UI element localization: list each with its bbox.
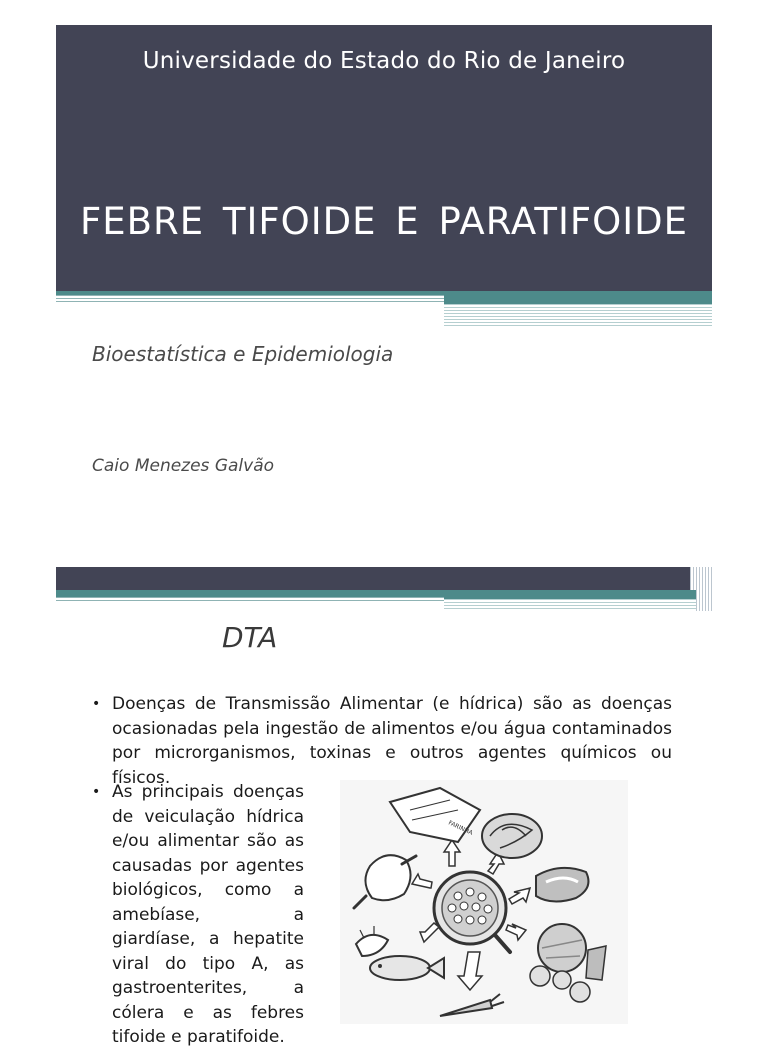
lettuce-icon: [482, 814, 542, 858]
slide1-decor-stripes-right: [444, 304, 712, 326]
slide2-decor-stripes-right: [444, 599, 696, 611]
bullet-dta-definition: [92, 692, 672, 790]
bullet-dot-icon: •: [92, 784, 101, 800]
food-contamination-illustration: [340, 780, 628, 1024]
bullet-main-diseases: [92, 780, 304, 1050]
bullet-main-diseases-text: As principais doenças de veiculação hídrica e/ou alimentar são as causadas por agentes biológicos, como a amebíase, a giardíase, a hepatite viral do tipo A, as gastroenterites, a cólera e as febres tifoide e paratifoide.: [112, 782, 304, 1047]
slide2-title: DTA: [222, 621, 278, 654]
bullet-dta-definition-text: Doenças de Transmissão Alimentar (e hídrica) são as doenças ocasionadas pela ingestão de alimentos e/ou água contaminados por microrganismos, toxinas e outros agentes químicos ou físicos.: [112, 694, 672, 788]
university-name: Universidade do Estado do Rio de Janeiro: [142, 48, 626, 74]
slide2-decor-stripes-left: [56, 597, 444, 601]
slide2-header-bar: [56, 567, 696, 590]
bullet-dot-icon: •: [92, 696, 101, 712]
course-subject: Bioestatística e Epidemiologia: [92, 342, 394, 366]
slide1-title: FEBRE TIFOIDE E PARATIFOIDE: [79, 200, 689, 243]
slide1-decor-stripes-left: [56, 295, 444, 304]
author-name: Caio Menezes Galvão: [92, 456, 275, 476]
flour-label: FARINHA: [447, 819, 474, 837]
